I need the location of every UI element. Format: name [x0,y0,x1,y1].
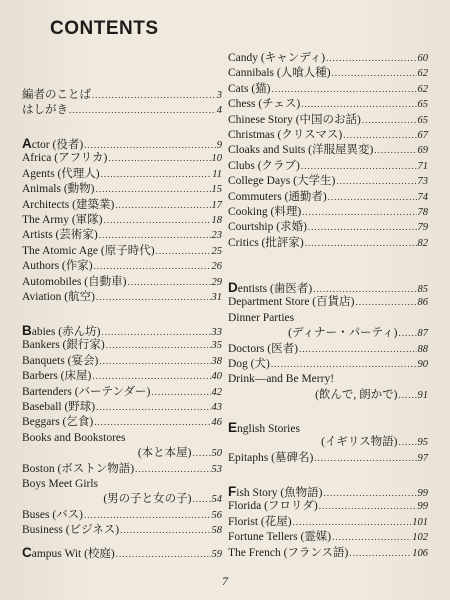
toc-entry [228,236,428,251]
dot-leader [301,159,417,174]
toc-entry-title: Florida (フロリダ) [228,500,318,513]
toc-entry [228,113,428,128]
toc-entry-page: 4 [216,105,222,117]
toc-entry-title: Baseball (野球) [22,400,96,413]
toc-entry-page: 26 [211,261,222,273]
dot-leader [127,275,210,290]
toc-entry-title: Fish Story (魚物語) [228,484,323,499]
toc-entry [228,342,428,357]
toc-entry [22,523,222,538]
dot-leader [362,113,417,128]
dot-leader [293,515,412,530]
toc-entry-page: 40 [211,371,222,383]
dot-leader [94,259,211,274]
toc-entry-title: The French (フランス語) [228,546,349,559]
toc-entry-page: 54 [211,494,222,506]
dot-leader [92,88,216,103]
toc-entry [228,280,428,295]
toc-entry-title: College Days (大学生) [228,175,336,188]
toc-entry [228,435,428,450]
toc-entry-page: 102 [412,532,428,544]
toc-entry [22,508,222,523]
dot-leader [314,451,416,466]
toc-entry-title: Dinner Parties [228,311,295,324]
toc-entry-page: 58 [211,525,222,537]
toc-entry [228,143,428,158]
dot-leader [399,435,417,450]
toc-entry [22,259,222,274]
toc-entry-title: Dog (犬) [228,357,270,370]
toc-entry-page: 25 [211,245,222,257]
toc-entry-page: 74 [417,191,428,203]
toc-entry-title: Cats (猫) [228,82,271,95]
toc-entry-title: Books and Bookstores [22,431,126,444]
toc-entry-page: 10 [211,153,222,165]
toc-entry-title: Florist (花屋) [228,515,292,528]
dot-leader [399,326,417,341]
toc-entry [22,88,222,103]
toc-entry-page: 3 [216,90,222,101]
dot-leader [151,385,210,400]
toc-entry [228,66,428,81]
toc-entry-page: 106 [412,547,428,559]
toc-entry [228,388,428,403]
dot-leader [271,357,417,372]
toc-entry [228,220,428,235]
dot-leader [108,151,210,166]
toc-entry-title: Authors (作家) [22,260,93,273]
toc-entry-title: Aviation (航空) [22,290,95,303]
dot-leader [343,128,416,143]
toc-entry-page: 88 [417,343,428,355]
toc-entry-page: 59 [211,549,222,560]
dot-leader [135,462,210,477]
dot-leader [301,97,416,112]
toc-entry-title: Chess (チェス) [228,98,301,111]
toc-entry-title: Commuters (通勤者) [228,190,327,203]
toc-entry-title: Department Store (百貨店) [228,296,355,309]
toc-entry-page: 65 [417,99,428,111]
dot-leader [84,508,210,523]
toc-entry [228,530,428,545]
toc-entry-title: Artists (芸術家) [22,229,98,242]
dot-leader [156,244,211,259]
toc-entry-title: The Atomic Age (原子時代) [22,244,155,257]
section-front [22,88,222,119]
toc-entry [228,190,428,205]
toc-entry-page: 50 [211,448,222,460]
toc-entry-page: 17 [211,199,222,211]
toc-entry-page: 71 [417,160,428,172]
toc-entry-page: 78 [417,206,428,218]
dot-leader [99,228,211,243]
toc-entry-page: 62 [417,68,428,80]
dot-leader [336,174,416,189]
toc-entry-page: 29 [211,276,222,288]
toc-entry-title: Buses (バス) [22,508,84,521]
toc-entry-page: 15 [211,184,222,196]
toc-entry-page: 82 [417,237,428,249]
toc-entry-page: 43 [211,401,222,413]
toc-entry-title: Boys Meet Girls [22,477,99,490]
toc-entry-title: Business (ビジネス) [22,524,120,537]
toc-entry [228,499,428,514]
toc-entry-title: Boston (ボストン物語) [22,462,135,475]
toc-entry-page: 46 [211,417,222,429]
toc-entry-page: 90 [417,358,428,370]
toc-entry [22,338,222,353]
toc-entry [22,462,222,477]
toc-entry-page: 11 [212,168,222,180]
toc-entry-page: 97 [417,452,428,464]
toc-entry-page: 99 [417,488,428,499]
toc-entry [22,369,222,384]
dot-leader [302,205,416,220]
toc-entry [22,545,222,560]
toc-entry-title: Bartenders (バーテンダー) [22,385,151,398]
toc-entry [22,151,222,166]
toc-entry [22,182,222,197]
toc-entry [22,103,222,118]
toc-entry-page: 56 [211,509,222,521]
section-c [228,51,428,251]
dot-leader [328,190,417,205]
toc-entry-title: Drink—and Be Merry! [228,373,335,386]
toc-entry-title: (ディナー・パーティ) [288,327,398,340]
toc-entry-title: Barbers (床屋) [22,370,92,383]
dot-leader [94,415,210,430]
toc-entry [22,431,222,446]
dot-leader [332,66,417,81]
toc-entry-page: 31 [211,291,222,303]
toc-entry-title: Beggars (乞食) [22,416,94,429]
toc-entry [22,213,222,228]
dot-leader [305,236,417,251]
section-c-left [22,545,222,560]
dot-leader [308,220,417,235]
section-b [22,323,222,538]
toc-entry [228,420,428,435]
section-e [228,420,428,466]
toc-entry [22,400,222,415]
toc-entry-title: Actor (役者) [22,136,84,151]
toc-entry-title: English Stories [228,420,300,435]
toc-entry-page: 23 [211,230,222,242]
toc-entry-title: Courtship (求婚) [228,221,307,234]
dot-leader [271,82,416,97]
toc-entry [22,275,222,290]
toc-entry [22,228,222,243]
toc-entry-page: 67 [417,129,428,141]
toc-entry [228,372,428,387]
toc-entry-page: 65 [417,114,428,126]
toc-entry [22,290,222,305]
toc-entry [228,326,428,341]
toc-entry [22,244,222,259]
toc-entry-page: 69 [417,145,428,157]
toc-entry-page: 42 [211,386,222,398]
dot-leader [399,388,417,403]
dot-leader [355,295,416,310]
toc-entry [22,136,222,151]
toc-entry [228,51,428,66]
toc-entry-title: Doctors (医者) [228,342,298,355]
toc-entry-page: 38 [211,355,222,367]
page-number: 7 [222,574,228,588]
toc-entry-page: 99 [417,501,428,513]
toc-entry-page: 87 [417,328,428,340]
dot-leader [103,213,210,228]
dot-leader [99,354,210,369]
toc-entry-title: Campus Wit (校庭) [22,545,115,560]
toc-entry-page: 33 [211,327,222,338]
toc-entry-title: はしがき [22,104,68,117]
dot-leader [106,338,211,353]
toc-entry [228,174,428,189]
toc-entry-page: 9 [216,140,222,151]
toc-entry [22,446,222,461]
toc-entry-title: (イギリス物語) [321,436,398,449]
toc-entry [22,385,222,400]
toc-entry-title: The Army (軍隊) [22,213,103,226]
toc-entry-title: Candy (キャンディ) [228,52,326,64]
toc-entry-page: 95 [417,437,428,449]
dot-leader [96,182,211,197]
toc-entry-title: Dentists (歯医者) [228,280,313,295]
toc-entry-page: 86 [417,297,428,309]
toc-entry-title: Critics (批評家) [228,236,304,249]
dot-leader [115,198,210,213]
toc-entry-title: Cloaks and Suits (洋服屋異変) [228,144,374,157]
toc-entry-title: (男の子と女の子) [103,493,192,506]
toc-entry [22,415,222,430]
toc-entry [22,492,222,507]
toc-entry-page: 91 [417,389,428,401]
toc-entry-page: 85 [417,284,428,295]
toc-entry [22,198,222,213]
toc-entry-title: Africa (アフリカ) [22,152,108,165]
toc-entry [228,205,428,220]
toc-entry-page: 18 [211,214,222,226]
dot-leader [319,499,417,514]
dot-leader [332,530,411,545]
dot-leader [96,400,210,415]
dot-leader [120,523,210,538]
toc-entry [22,167,222,182]
toc-entry [228,82,428,97]
toc-entry-title: Architects (建築業) [22,198,115,211]
dot-leader [193,492,211,507]
toc-entry-title: (飲んで, 朗かで) [315,388,398,401]
toc-entry-title: Babies (赤ん坊) [22,323,101,338]
section-d [228,280,428,403]
page-title: CONTENTS [50,18,159,39]
toc-entry [228,451,428,466]
dot-leader [193,446,211,461]
toc-entry-title: Fortune Tellers (霊媒) [228,531,332,544]
toc-entry-title: 編者のことば [22,89,91,101]
toc-entry-title: Bankers (銀行家) [22,339,105,352]
toc-entry [228,295,428,310]
toc-entry-title: Christmas (クリスマス) [228,128,343,141]
toc-entry [228,159,428,174]
dot-leader [116,547,211,562]
toc-entry [228,484,428,499]
toc-entry [22,477,222,492]
toc-entry-title: Clubs (クラブ) [228,159,300,172]
toc-entry [228,546,428,561]
section-a [22,136,222,305]
dot-leader [299,342,417,357]
dot-leader [69,103,216,118]
toc-entry-title: Chinese Story (中国のお話) [228,113,361,126]
dot-leader [96,290,211,305]
toc-entry-page: 73 [417,176,428,188]
toc-entry-title: Epitaphs (墓碑名) [228,451,314,464]
toc-entry-title: Automobiles (自動車) [22,275,127,288]
toc-entry [228,128,428,143]
dot-leader [101,167,212,182]
toc-entry [228,97,428,112]
toc-entry [22,354,222,369]
dot-leader [349,546,411,561]
toc-entry [228,357,428,372]
toc-entry-title: Cooking (料理) [228,205,302,218]
toc-entry-page: 60 [417,53,428,64]
toc-entry-title: Animals (動物) [22,183,95,196]
toc-entry-title: Cannibals (人喰人種) [228,67,331,80]
dot-leader [92,369,210,384]
toc-entry-page: 35 [211,340,222,352]
toc-entry-page: 53 [211,463,222,475]
toc-entry-page: 79 [417,222,428,234]
toc-entry-title: Agents (代理人) [22,167,100,180]
toc-entry-title: (本と本屋) [137,447,192,460]
dot-leader [326,51,416,66]
toc-entry-page: 62 [417,83,428,95]
toc-entry [228,311,428,326]
dot-leader [374,143,416,158]
section-f [228,484,428,561]
toc-entry [228,515,428,530]
toc-entry [22,323,222,338]
toc-entry-title: Banquets (宴会) [22,354,99,367]
toc-entry-page: 101 [412,516,428,528]
